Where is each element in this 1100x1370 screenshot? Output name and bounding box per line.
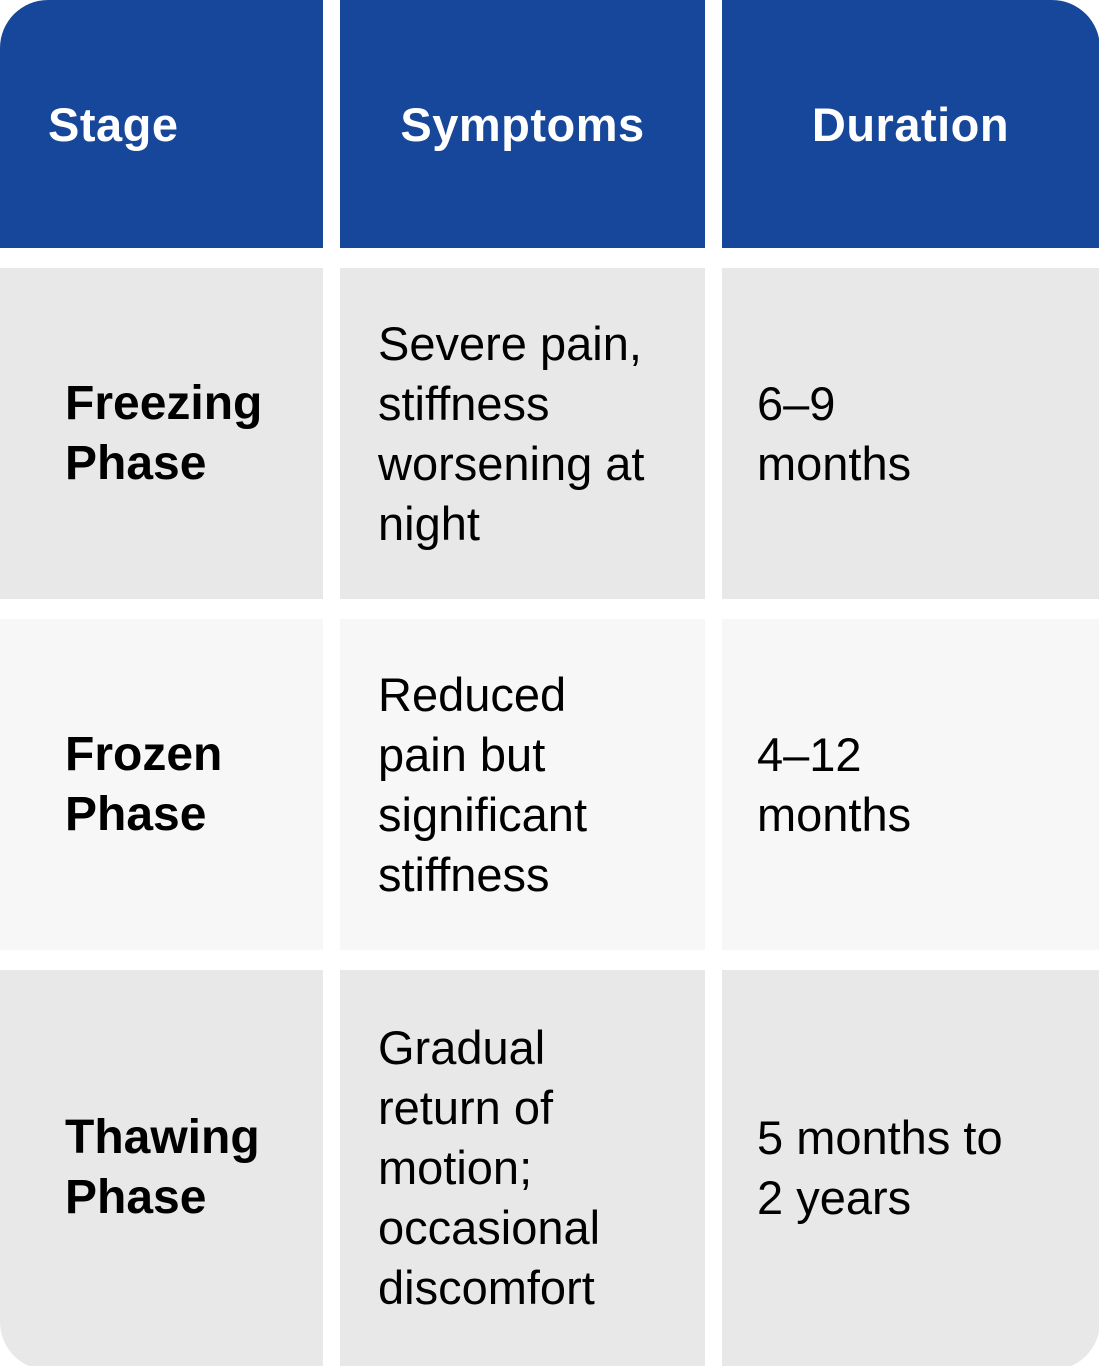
row-freezing-stage	[0, 268, 323, 599]
row-thawing-stage	[0, 970, 323, 1366]
row-frozen-stage	[0, 619, 323, 950]
row-freezing-duration	[722, 268, 1099, 599]
header-symptoms	[340, 0, 705, 248]
duration-text: 6–9 months	[757, 376, 912, 490]
duration-text: 5 months to 2 years	[757, 1111, 1003, 1224]
header-stage	[0, 0, 323, 248]
row-freezing-symptoms	[340, 268, 705, 599]
symptoms-text: Gradual return of motion; occasional discomfort	[378, 1021, 601, 1314]
header-symptoms-label: Symptoms	[400, 97, 645, 151]
row-thawing-duration	[722, 970, 1099, 1366]
row-frozen-duration	[722, 619, 1099, 950]
duration-text: 4–12 months	[757, 727, 912, 841]
header-duration	[722, 0, 1099, 248]
stage-name: Freezing Phase	[65, 376, 263, 490]
stage-name: Frozen Phase	[65, 727, 223, 841]
header-stage-label: Stage	[48, 97, 179, 151]
row-frozen-symptoms	[340, 619, 705, 950]
symptoms-text: Severe pain, stiffness worsening at night	[378, 316, 645, 550]
symptoms-text: Reduced pain but significant stiffness	[378, 667, 587, 901]
header-duration-label: Duration	[811, 97, 1010, 151]
stage-name: Thawing Phase	[65, 1111, 260, 1224]
row-thawing-symptoms	[340, 970, 705, 1366]
